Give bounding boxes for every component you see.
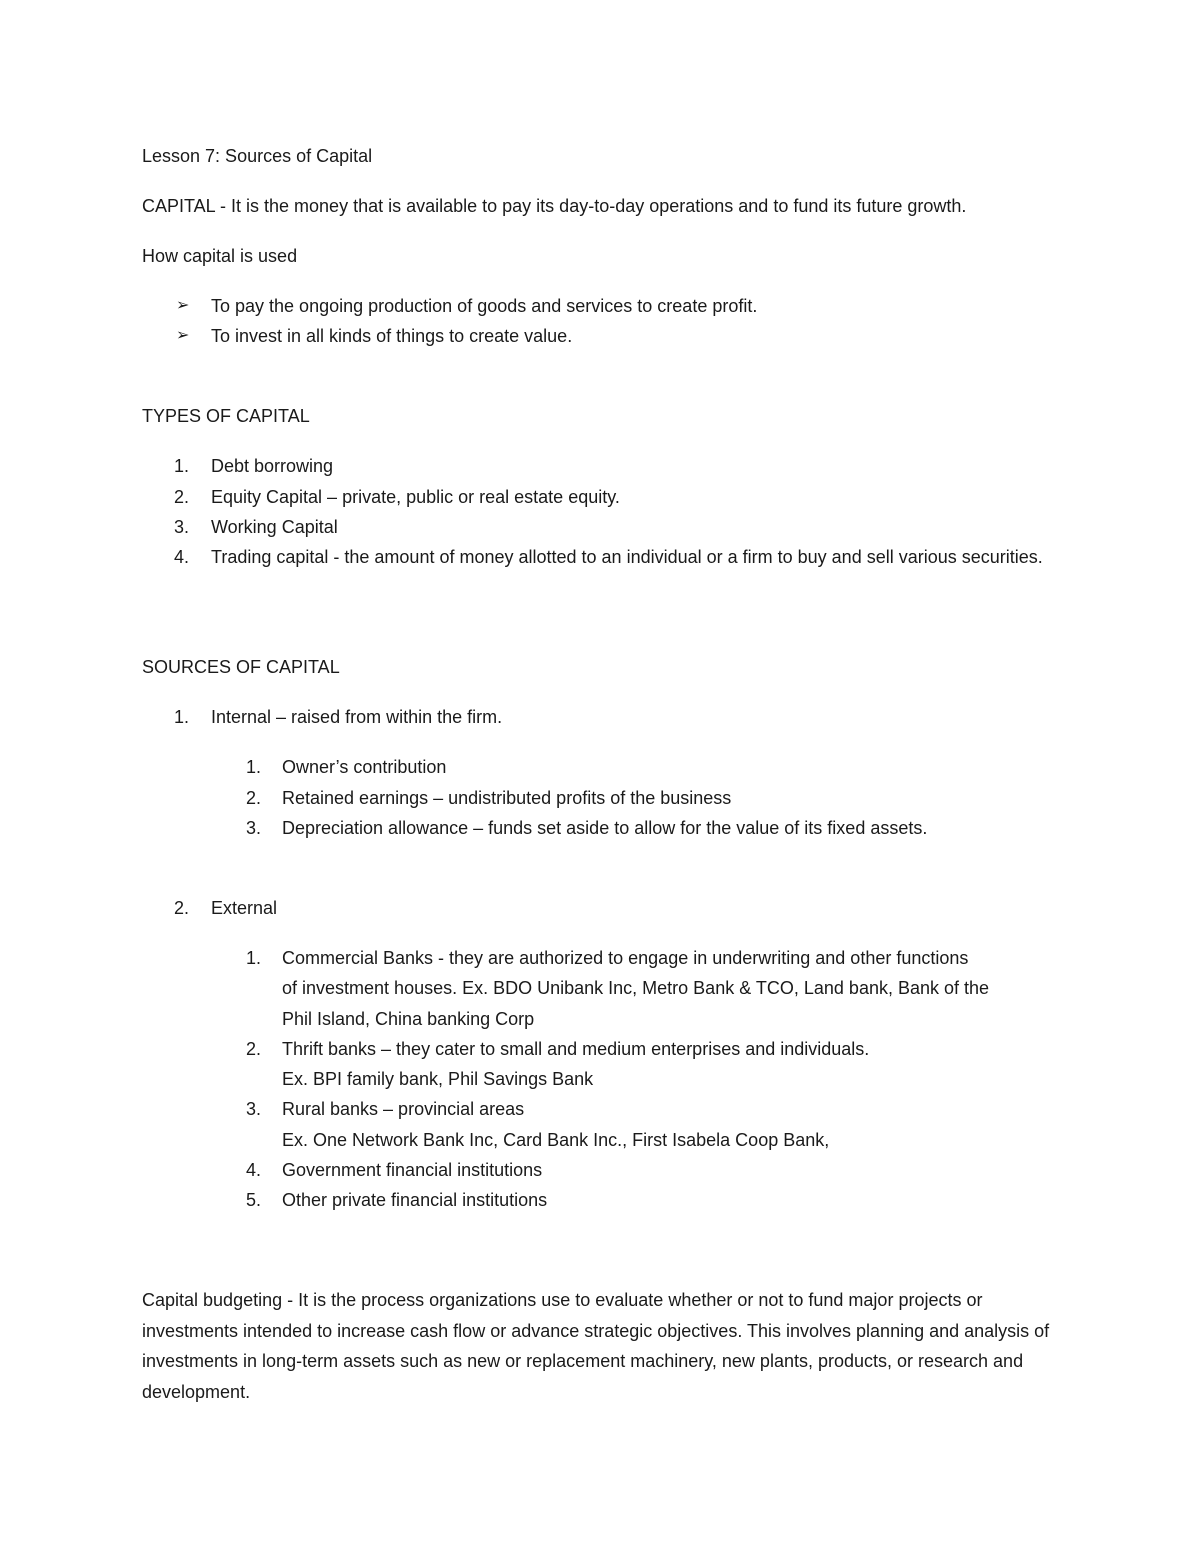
external-item-line: Commercial Banks - they are authorized to engage in underwriting and other functions <box>282 948 969 968</box>
capital-definition: CAPITAL - It is the money that is available to pay its day-to-day operations and to fund its future growth. <box>142 196 967 216</box>
list-number: 3. <box>246 1099 262 1119</box>
internal-source: Internal – raised from within the firm. <box>211 707 503 727</box>
list-number: 3. <box>246 818 262 838</box>
internal-item: Owner’s contribution <box>282 757 447 777</box>
list-number: 2. <box>246 788 262 808</box>
arrow-bullet-icon: ➢ <box>176 297 190 314</box>
list-number: 1. <box>246 757 262 777</box>
internal-item: Depreciation allowance – funds set aside to allow for the value of its fixed assets. <box>282 818 928 838</box>
external-item-line: Rural banks – provincial areas <box>282 1099 525 1119</box>
external-item-line: Government financial institutions <box>282 1160 543 1180</box>
how-used-item: To invest in all kinds of things to create value. <box>211 326 573 346</box>
how-used-heading: How capital is used <box>142 246 298 266</box>
capital-budgeting-paragraph: Capital budgeting - It is the process organizations use to evaluate whether or not to fund major projects or investments intended to increase cash flow or advance strategic objectives. This involves planning and analysis of investments in long-term assets such as new or replacement machinery, new plants, products, or research and development. <box>142 1290 1050 1402</box>
list-number: 4. <box>246 1160 262 1180</box>
external-item-line: Thrift banks – they cater to small and medium enterprises and individuals. <box>282 1039 870 1059</box>
list-number: 1. <box>174 456 190 476</box>
arrow-bullet-icon: ➢ <box>176 327 190 344</box>
list-number: 1. <box>246 948 262 968</box>
list-number: 2. <box>174 898 190 918</box>
types-heading: TYPES OF CAPITAL <box>142 406 310 426</box>
external-item-line: Ex. BPI family bank, Phil Savings Bank <box>282 1069 594 1089</box>
list-number: 1. <box>174 707 190 727</box>
types-item: Trading capital - the amount of money allotted to an individual or a firm to buy and sell various securities. <box>211 547 1043 567</box>
list-number: 4. <box>174 547 190 567</box>
types-item: Working Capital <box>211 517 338 537</box>
lesson-title: Lesson 7: Sources of Capital <box>142 146 373 166</box>
internal-item: Retained earnings – undistributed profits of the business <box>282 788 732 808</box>
sources-heading: SOURCES OF CAPITAL <box>142 657 340 677</box>
list-number: 3. <box>174 517 190 537</box>
types-item: Equity Capital – private, public or real estate equity. <box>211 487 620 507</box>
list-number: 2. <box>174 487 190 507</box>
external-item-line: Other private financial institutions <box>282 1190 548 1210</box>
external-source: External <box>211 898 278 918</box>
list-number: 2. <box>246 1039 262 1059</box>
types-item: Debt borrowing <box>211 456 334 476</box>
external-item-line: Phil Island, China banking Corp <box>282 1009 535 1029</box>
external-item-line: of investment houses. Ex. BDO Unibank Inc, Metro Bank & TCO, Land bank, Bank of the <box>282 978 990 998</box>
list-number: 5. <box>246 1190 262 1210</box>
external-item-line: Ex. One Network Bank Inc, Card Bank Inc., First Isabela Coop Bank, <box>282 1130 830 1150</box>
how-used-item: To pay the ongoing production of goods and services to create profit. <box>211 296 758 316</box>
